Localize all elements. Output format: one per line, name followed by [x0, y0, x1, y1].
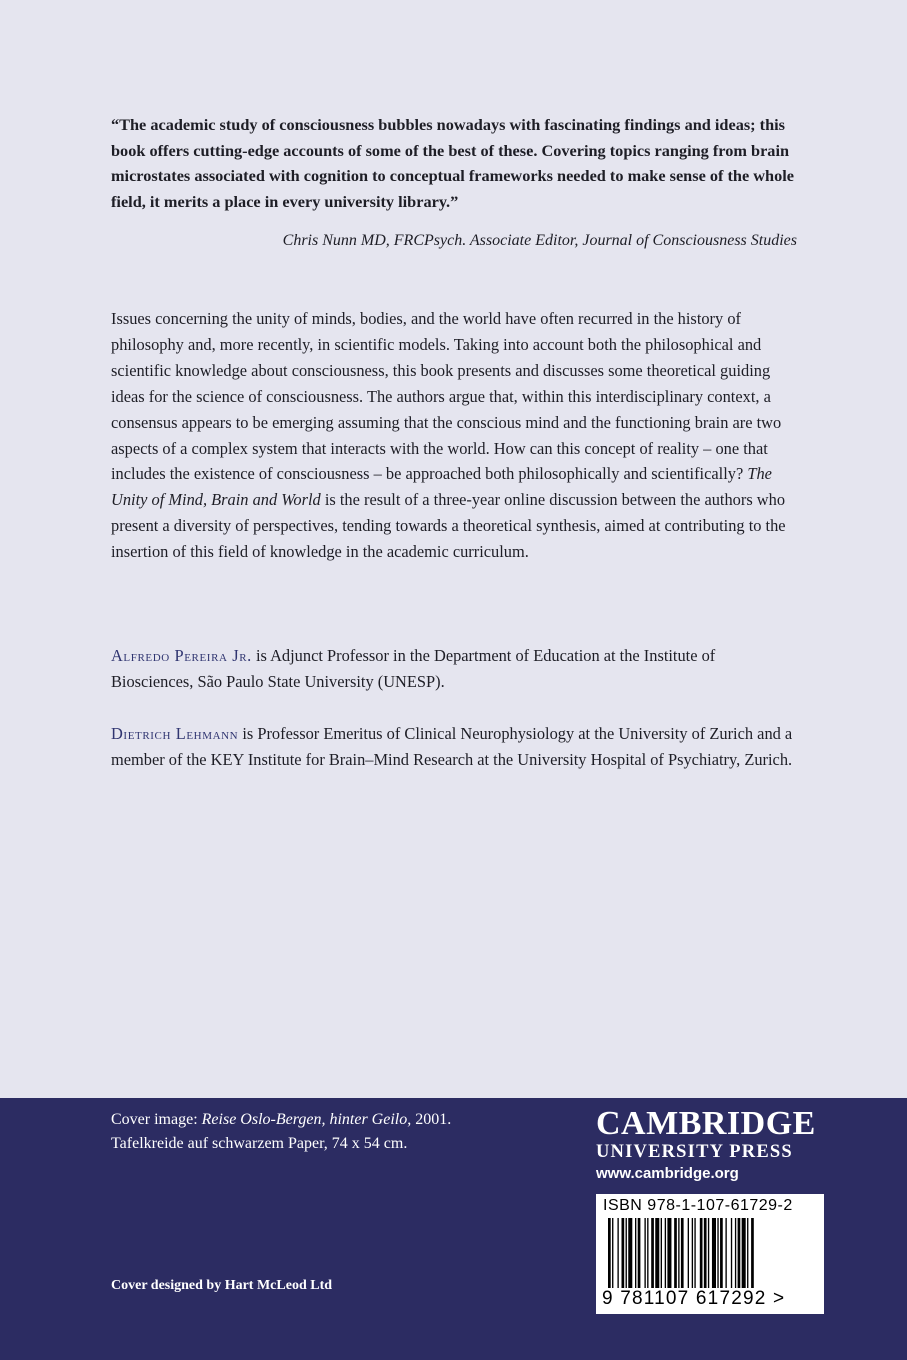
- cover-image-credit: [111, 1108, 531, 1156]
- barcode-stripe: [688, 1218, 689, 1288]
- barcode-stripe: [638, 1218, 641, 1288]
- publisher-band: [0, 1098, 907, 1360]
- author-bio-text: is Adjunct Professor in the Department of Education at the Institute of Biosciences, São Paulo State University (UNESP).: [111, 646, 716, 691]
- barcode-stripe: [712, 1218, 716, 1288]
- barcode-digits: 9 781107 617292 >: [602, 1288, 786, 1309]
- barcode-stripe: [742, 1218, 746, 1288]
- barcode-stripe: [608, 1218, 611, 1288]
- barcode-stripe: [644, 1218, 645, 1288]
- barcode-stripe: [674, 1218, 677, 1288]
- barcode-stripe: [651, 1218, 654, 1288]
- publisher-url: www.cambridge.org: [596, 1165, 739, 1182]
- barcode-stripe: [735, 1218, 736, 1288]
- cover-designer-credit: Cover designed by Hart McLeod Ltd: [111, 1278, 333, 1293]
- barcode-stripe: [628, 1218, 632, 1288]
- author-name: Alfredo Pereira Jr.: [111, 646, 252, 665]
- barcode-stripe: [704, 1218, 707, 1288]
- author-bio-text: is Professor Emeritus of Clinical Neurophysiology at the University of Zurich and a member of the KEY Institute for Brain–Mind Research at the University Hospital of Psychiatry, Zurich.: [111, 724, 793, 769]
- publisher-logo: [596, 1106, 826, 1186]
- endorsement-quote: “The academic study of consciousness bubbles nowadays with fascinating findings and ideas; this book offers cutting-edge accounts of some of the best of these. Covering topics ranging from brain microstates associated with cognition to conceptual frameworks needed to make sense of the whole field, it merits a place in every university library.”: [111, 115, 794, 211]
- cover-artwork-year: , 2001.: [407, 1111, 452, 1128]
- description-part-2: is the result of a three-year online discussion between the authors who present a diversity of perspectives, tending towards a theoretical synthesis, aimed at contributing to the insertion of this field of knowledge in the academic curriculum.: [111, 490, 786, 562]
- barcode-stripe: [708, 1218, 709, 1288]
- barcode-stripe: [725, 1218, 726, 1288]
- barcode-stripe: [751, 1218, 754, 1288]
- cover-image-label: Cover image:: [111, 1111, 202, 1128]
- barcode-stripe: [720, 1218, 723, 1288]
- isbn-label: ISBN 978-1-107-61729-2: [603, 1197, 793, 1214]
- barcode-stripe: [622, 1218, 625, 1288]
- barcode-stripe: [612, 1218, 613, 1288]
- barcode-stripe: [655, 1218, 659, 1288]
- isbn-barcode: [596, 1194, 824, 1314]
- author-name: Dietrich Lehmann: [111, 724, 239, 743]
- barcode-bars: [604, 1218, 816, 1288]
- author-bio-lehmann: [111, 721, 801, 773]
- publisher-subname: UNIVERSITY PRESS: [596, 1142, 793, 1162]
- barcode-stripe: [692, 1218, 693, 1288]
- book-description: [111, 306, 801, 565]
- barcode-stripe: [635, 1218, 636, 1288]
- barcode-stripe: [661, 1218, 662, 1288]
- cover-artwork-medium: Tafelkreide auf schwarzem Paper, 74 x 54 cm.: [111, 1135, 408, 1152]
- barcode-stripe: [738, 1218, 741, 1288]
- barcode-stripe: [694, 1218, 695, 1288]
- barcode-stripe: [647, 1218, 648, 1288]
- author-bio-pereira: [111, 643, 801, 695]
- cover-artwork-title: Reise Oslo-Bergen, hinter Geilo: [201, 1111, 408, 1128]
- description-part-1: Issues concerning the unity of minds, bodies, and the world have often recurred in the history of philosophy and, more recently, in scientific models. Taking into account both the philosophical and scientific knowledge about consciousness, this book presents and discusses some theoretical guiding ideas for the science of consciousness. The authors argue that, within this interdisciplinary context, a consensus appears to be emerging assuming that the conscious mind and the functioning brain are two aspects of a complex system that interacts with the world. How can this concept of reality – one that includes the existence of consciousness – be approached both philosophically and scientifically?: [111, 309, 782, 484]
- barcode-stripe: [700, 1218, 703, 1288]
- barcode-stripe: [678, 1218, 679, 1288]
- barcode-stripe: [617, 1218, 618, 1288]
- barcode-stripe: [667, 1218, 671, 1288]
- endorsement-attribution: Chris Nunn MD, FRCPsych. Associate Editor, Journal of Consciousness Studies: [282, 232, 797, 249]
- barcode-stripe: [681, 1218, 684, 1288]
- barcode-stripe: [747, 1218, 748, 1288]
- barcode-stripe: [731, 1218, 732, 1288]
- barcode-stripe: [665, 1218, 666, 1288]
- book-title: The Unity of Mind, Brain and World: [111, 464, 772, 510]
- barcode-stripe: [626, 1218, 627, 1288]
- publisher-name: CAMBRIDGE: [596, 1105, 816, 1142]
- barcode-stripe: [717, 1218, 718, 1288]
